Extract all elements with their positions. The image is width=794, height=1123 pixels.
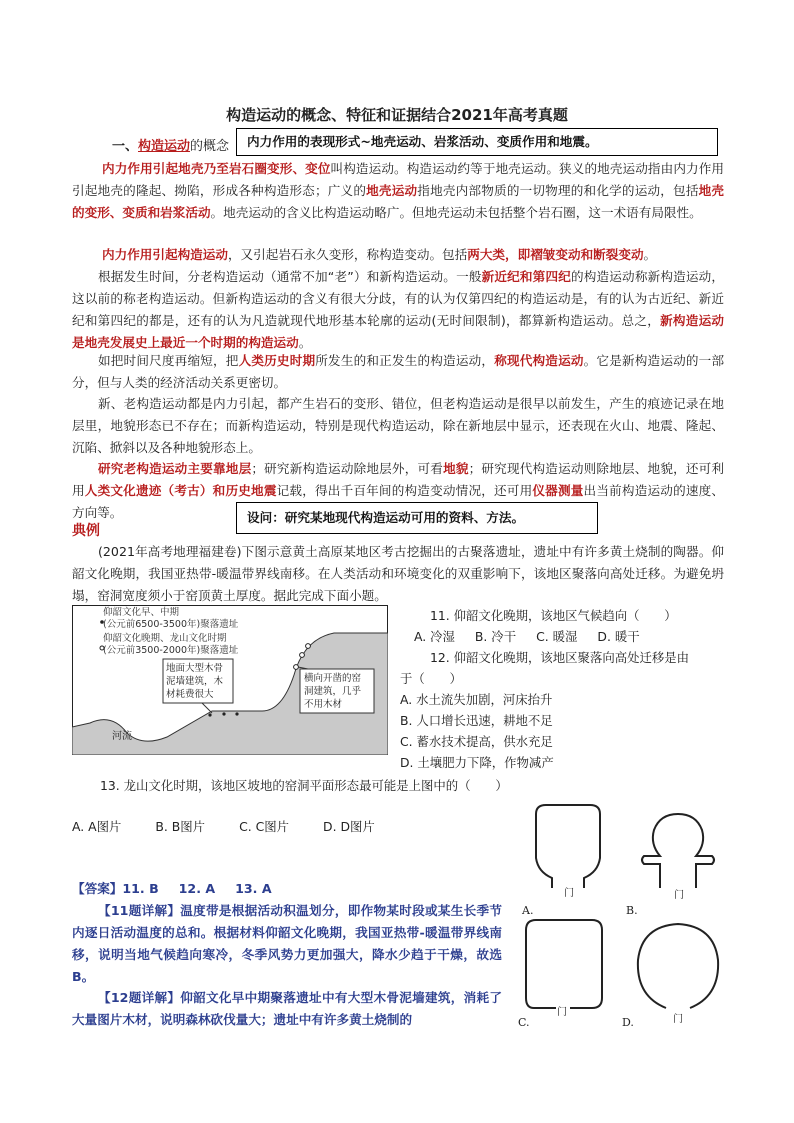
callout-text-1 [166, 662, 223, 701]
shape-c-label: C. [518, 1016, 530, 1029]
callout-line: 洞建筑，几乎 [304, 686, 362, 697]
highlight: 内力作用引起构造运动 [102, 247, 228, 262]
highlight: 新构造运动是地壳发展史上最近一个时期的构造运动 [72, 313, 725, 350]
callout-line: 不用木材 [304, 699, 343, 710]
question-stem: 12. 仰韶文化晚期，该地区聚落向高处迁移是由 [430, 650, 690, 665]
text: ；研究新构造运动除地层外，可看 [251, 461, 444, 476]
text: 。它是新构造运动的一部分，但与人类的经济活动关系更密切。 [72, 353, 725, 390]
shape-a-outline [536, 805, 600, 888]
shape-d-outline [638, 924, 718, 1008]
detail-12 [72, 987, 502, 1031]
highlight: 两大类，即褶皱变动和断裂变动 [467, 247, 644, 262]
text: 等。 [97, 505, 123, 520]
option-c[interactable]: C. C图片 [239, 819, 290, 834]
question-12 [400, 647, 730, 773]
paragraph-5: 新、老构造运动都是内力引起，都产生岩石的变形、错位，但老构造运动是很早以前发生，产生的痕迹记录在地层里，地貌形态已不存在；而新构造运动，特别是现代构造运动，除在新地层中显示，还表现在火山、地震、隆起、沉陷、掀斜以及各种地貌形态上。 [72, 396, 724, 455]
question-11 [414, 605, 734, 647]
callout-line: 横向开凿的窑 [304, 673, 362, 684]
answer-label: 【答案】 [72, 881, 123, 896]
option-c[interactable]: C. 蓄水技术提高，供水充足 [400, 734, 553, 749]
answer-13: 13. A [235, 881, 272, 896]
legend-early-years: (公元前6500-3500年)聚落遗址 [103, 619, 239, 630]
highlight: 人类历史时期 [238, 353, 316, 368]
door-label-a: 门 [564, 888, 574, 899]
option-a[interactable]: A. 冷湿 [414, 629, 455, 644]
text: 记载，得出千百年间的构造变动情况，还可用 [276, 483, 533, 498]
highlight: 地壳运动 [366, 183, 418, 198]
text: 根据发生时间，分老构造运动（通常不加“老”）和新构造运动。一般 [98, 269, 482, 284]
text: 所发生的和正发生的构造运动， [315, 353, 495, 368]
shape-b-label: B. [626, 904, 638, 917]
question-options [414, 626, 734, 647]
highlight: 地壳的变形、变质和岩浆活动 [72, 183, 725, 220]
detail-text: 仰韶文化早中期聚落遗址中有大型木骨泥墙建筑，消耗了大量图片木材，说明森林砍伐量大；遗址中有许多黄土烧制的 [72, 990, 503, 1027]
section-heading [112, 137, 229, 157]
paragraph-1 [72, 158, 724, 224]
text: 指地壳内部物质的一切物理的和化学的运动，包括 [417, 183, 699, 198]
section-number: 一、 [112, 139, 139, 154]
door-label-c: 门 [557, 1007, 567, 1018]
text: 如把时间尺度再缩短，把 [98, 353, 239, 368]
highlight: 新近纪和第四纪 [481, 269, 571, 284]
legend-late [103, 633, 238, 657]
question-13-options [72, 816, 375, 837]
answer-line [72, 878, 272, 900]
option-c[interactable]: C. 暖湿 [536, 629, 578, 644]
question-stem: 11. 仰韶文化晚期，该地区气候趋向（ ） [430, 608, 677, 623]
detail-11 [72, 900, 502, 988]
answer-11: 11. B [122, 881, 159, 896]
option-a[interactable]: A. A图片 [72, 819, 122, 834]
page-title: 构造运动的概念、特征和证据结合2021年高考真题 [226, 106, 568, 124]
shape-d-label: D. [622, 1016, 634, 1029]
option-b[interactable]: B. B图片 [155, 819, 206, 834]
question-stem-cont: 于（ ） [400, 671, 462, 686]
text: ；研究现代构造运动则除地层、地貌，还可利用 [72, 461, 725, 498]
paragraph-2 [72, 244, 724, 266]
option-d[interactable]: D. 暖干 [597, 629, 640, 644]
highlight: 称现代构造运动 [494, 353, 584, 368]
cave-shapes-svg [508, 800, 728, 1040]
option-d[interactable]: D. D图片 [323, 819, 375, 834]
question-13-stem: 13. 龙山文化时期，该地区坡地的窑洞平面形态最可能是上图中的（ ） [100, 778, 508, 793]
example-label: 典例 [72, 523, 100, 539]
paragraph-3 [72, 266, 724, 354]
callout-box-question: 设问：研究某地现代构造运动可用的资料、方法。 [236, 502, 598, 534]
door-label-b: 门 [674, 890, 684, 901]
callout-box-inner-force: 内力作用的表现形式~地壳运动、岩浆活动、变质作用和地震。 [236, 128, 718, 156]
shape-a-label: A. [522, 904, 534, 917]
text: 。地壳运动的含义比构造运动略广。但地壳运动未包括整个岩石圈，这一术语有局限性。 [210, 205, 702, 220]
option-b[interactable]: B. 冷干 [474, 629, 517, 644]
answer-12: 12. A [178, 881, 216, 896]
cave-shapes [508, 800, 728, 1040]
legend-early-title: 仰韶文化早、中期 [103, 607, 180, 618]
section-tail: 的概念 [190, 139, 230, 154]
option-a[interactable]: A. 水土流失加剧，河床抬升 [400, 692, 553, 707]
early-site-dot [235, 712, 238, 715]
river-label: 河流 [112, 731, 132, 742]
late-site-dot [294, 665, 299, 670]
callout-line: 地面大型木骨 [166, 663, 224, 674]
shape-c-outline [526, 920, 602, 1008]
text: 。 [298, 335, 312, 350]
legend-early [103, 607, 238, 631]
late-site-dot [306, 644, 311, 649]
door-label-d: 门 [673, 1014, 683, 1025]
legend-late-title: 仰韶文化晚期、龙山文化时期 [103, 633, 227, 644]
detail-text: 温度带是根据活动积温划分，即作物某时段或某生长季节内逐日活动温度的总和。根据材料仰韶文化晚期，我国亚热带-暖温带界线南移，说明当地气候趋向寒冷，冬季风势力更加强大，降水少趋于干燥，故选B。 [72, 903, 503, 984]
early-site-dot [208, 713, 211, 716]
example-text: (2021年高考地理福建卷)下图示意黄土高原某地区考古挖掘出的古聚落遗址，遗址中有许多黄土烧制的陶器。仰韶文化晚期，我国亚热带-暖温带界线南移。在人类活动和环境变化的双重影响下，该地区聚落向高处迁移。为避免坍塌，窑洞宽度须小于窑顶黄土厚度。据此完成下面小题。 [72, 544, 724, 603]
paragraph-4 [72, 350, 724, 394]
detail-label: 【11题详解】 [98, 903, 181, 918]
highlight: 研究老构造运动主要靠地层 [98, 461, 252, 476]
detail-label: 【12题详解】 [98, 990, 181, 1005]
archaeology-figure [72, 605, 388, 755]
text: 的构造运动称新构造运动，这以前的称老构造运动。但新构造运动的含义有很大分歧，有的认为仅第四纪的构造运动是，有的认为古近纪、新近纪和第四纪的都是，还有的认为凡造就现代地形基本轮廓的运动(无时间限制)，都算新构造运动。总之， [72, 269, 725, 328]
option-d[interactable]: D. 土壤肥力下降，作物减产 [400, 755, 554, 770]
section-keyword: 构造运动 [138, 139, 191, 154]
legend-late-years: (公元前3500-2000年)聚落遗址 [103, 645, 239, 656]
early-site-dot [222, 712, 225, 715]
highlight: 人类文化遗迹（考古）和历史地震 [84, 483, 277, 498]
highlight: 地貌 [443, 461, 469, 476]
callout-text-2 [304, 672, 361, 711]
highlight: 仪器测量 [532, 483, 584, 498]
text: 出当前构造运动的速度、方向 [72, 483, 725, 520]
text: ，又引起岩石永久变形，称构造变动。包括 [227, 247, 468, 262]
callout-line: 材耗费很大 [166, 689, 214, 700]
text: 。 [643, 247, 657, 262]
option-b[interactable]: B. 人口增长迅速，耕地不足 [400, 713, 553, 728]
highlight: 内力作用引起地壳乃至岩石圈变形、变位 [102, 161, 331, 176]
late-site-dot [300, 653, 305, 658]
shape-b-outline [642, 814, 714, 888]
callout-line: 泥墙建筑，木 [166, 676, 224, 687]
text: 叫构造运动。构造运动约等于地壳运动。狭义的地壳运动指由内力作用引起地壳的隆起、拗陷，形成各种构造形态；广义的 [72, 161, 725, 198]
